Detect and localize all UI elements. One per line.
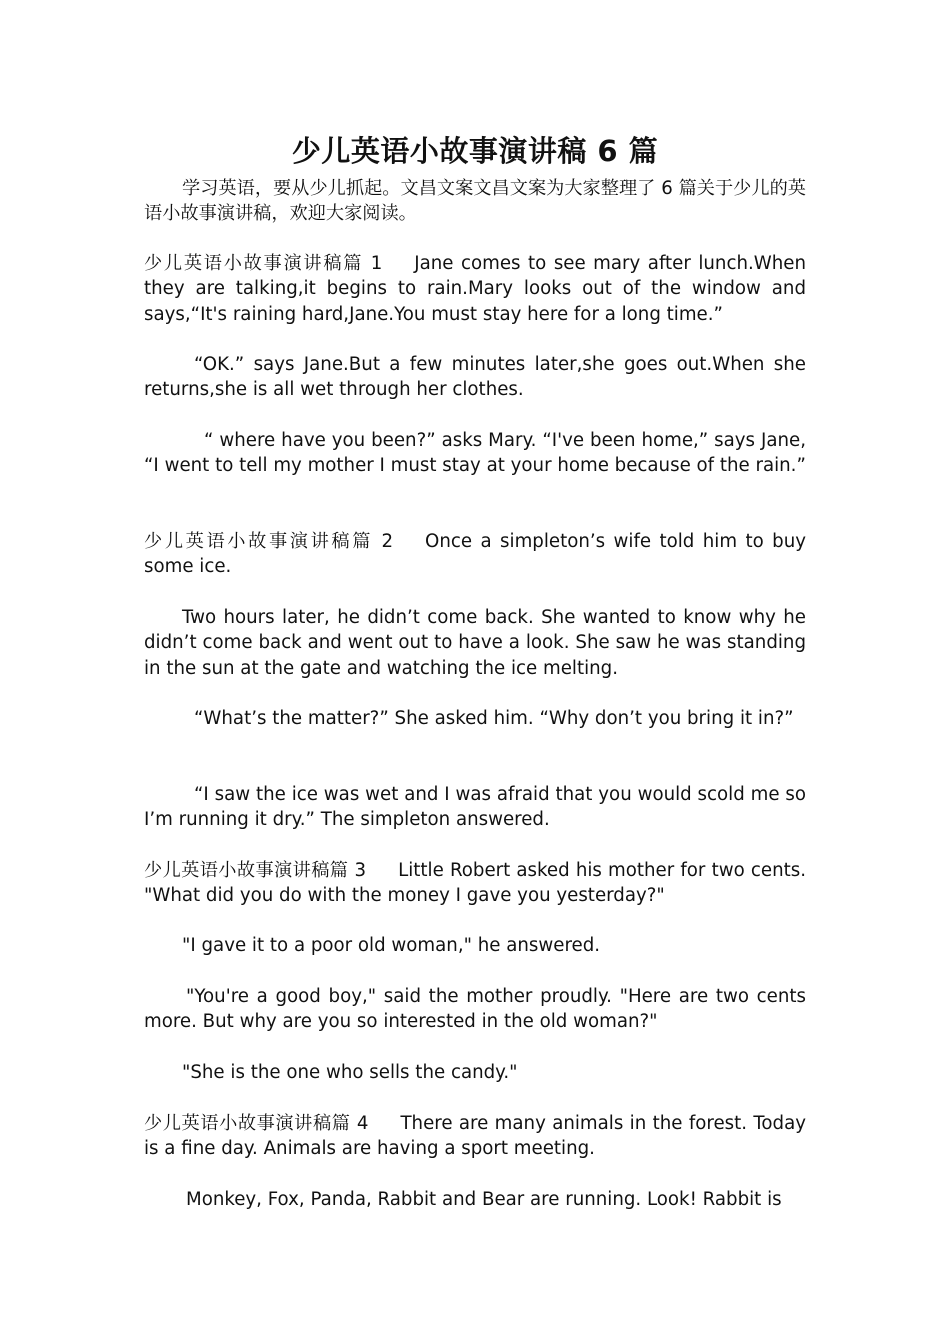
document-title: 少儿英语小故事演讲稿 6 篇 (291, 134, 659, 168)
story-1-first-paragraph (144, 251, 806, 327)
story-4-first-paragraph (144, 1111, 806, 1162)
story-1-label: 少儿英语小故事演讲稿篇 1 (144, 253, 383, 274)
story-4-first-text: There are many animals in the forest. Today is a fine day. Animals are having a sport meeting. (144, 1113, 806, 1160)
story-3-paragraph-3: "You're a good boy," said the mother proudly. "Here are two cents more. But why are you so interested in the old woman?" (144, 986, 806, 1033)
story-3-first-paragraph (144, 858, 806, 909)
story-2-first-paragraph (144, 529, 806, 580)
story-2-paragraph-2: Two hours later, he didn’t come back. She wanted to know why he didn’t come back and went out to have a look. She saw he was standing in the sun at the gate and watching the ice melting. (144, 607, 806, 679)
story-3-label: 少儿英语小故事演讲稿篇 3 (144, 860, 367, 881)
story-2-label: 少儿英语小故事演讲稿篇 2 (144, 531, 394, 552)
story-3-first-text: Little Robert asked his mother for two cents. "What did you do with the money I gave you yesterday?" (144, 860, 806, 907)
story-1-first-text: Jane comes to see mary after lunch.When they are talking,it begins to rain.Mary looks out of the window and says,“It's raining hard,Jane.You must stay here for a long time.” (144, 253, 806, 325)
story-1-paragraph-2: “OK.” says Jane.But a few minutes later,she goes out.When she returns,she is all wet through her clothes. (144, 354, 806, 401)
story-3-paragraph-2: "I gave it to a poor old woman," he answered. (182, 935, 601, 956)
story-1-paragraph-3: “ where have you been?” asks Mary. “I've been home,” says Jane, “I went to tell my mother I must stay at your home because of the rain.” (144, 430, 806, 477)
story-2-first-text: Once a simpleton’s wife told him to buy some ice. (144, 531, 806, 578)
story-2-paragraph-3: “What’s the matter?” She asked him. “Why don’t you bring it in?” (194, 708, 794, 729)
story-2-paragraph-4: “I saw the ice was wet and I was afraid that you would scold me so I’m running it dry.” The simpleton answered. (144, 784, 806, 831)
intro-paragraph: 学习英语，要从少儿抓起。文昌文案文昌文案为大家整理了 6 篇关于少儿的英语小故事演讲稿，欢迎大家阅读。 (144, 178, 806, 225)
story-4-paragraph-2: Monkey, Fox, Panda, Rabbit and Bear are running. Look! Rabbit is (186, 1189, 782, 1210)
story-4-label: 少儿英语小故事演讲稿篇 4 (144, 1113, 369, 1134)
story-3-paragraph-4: "She is the one who sells the candy." (182, 1062, 518, 1083)
